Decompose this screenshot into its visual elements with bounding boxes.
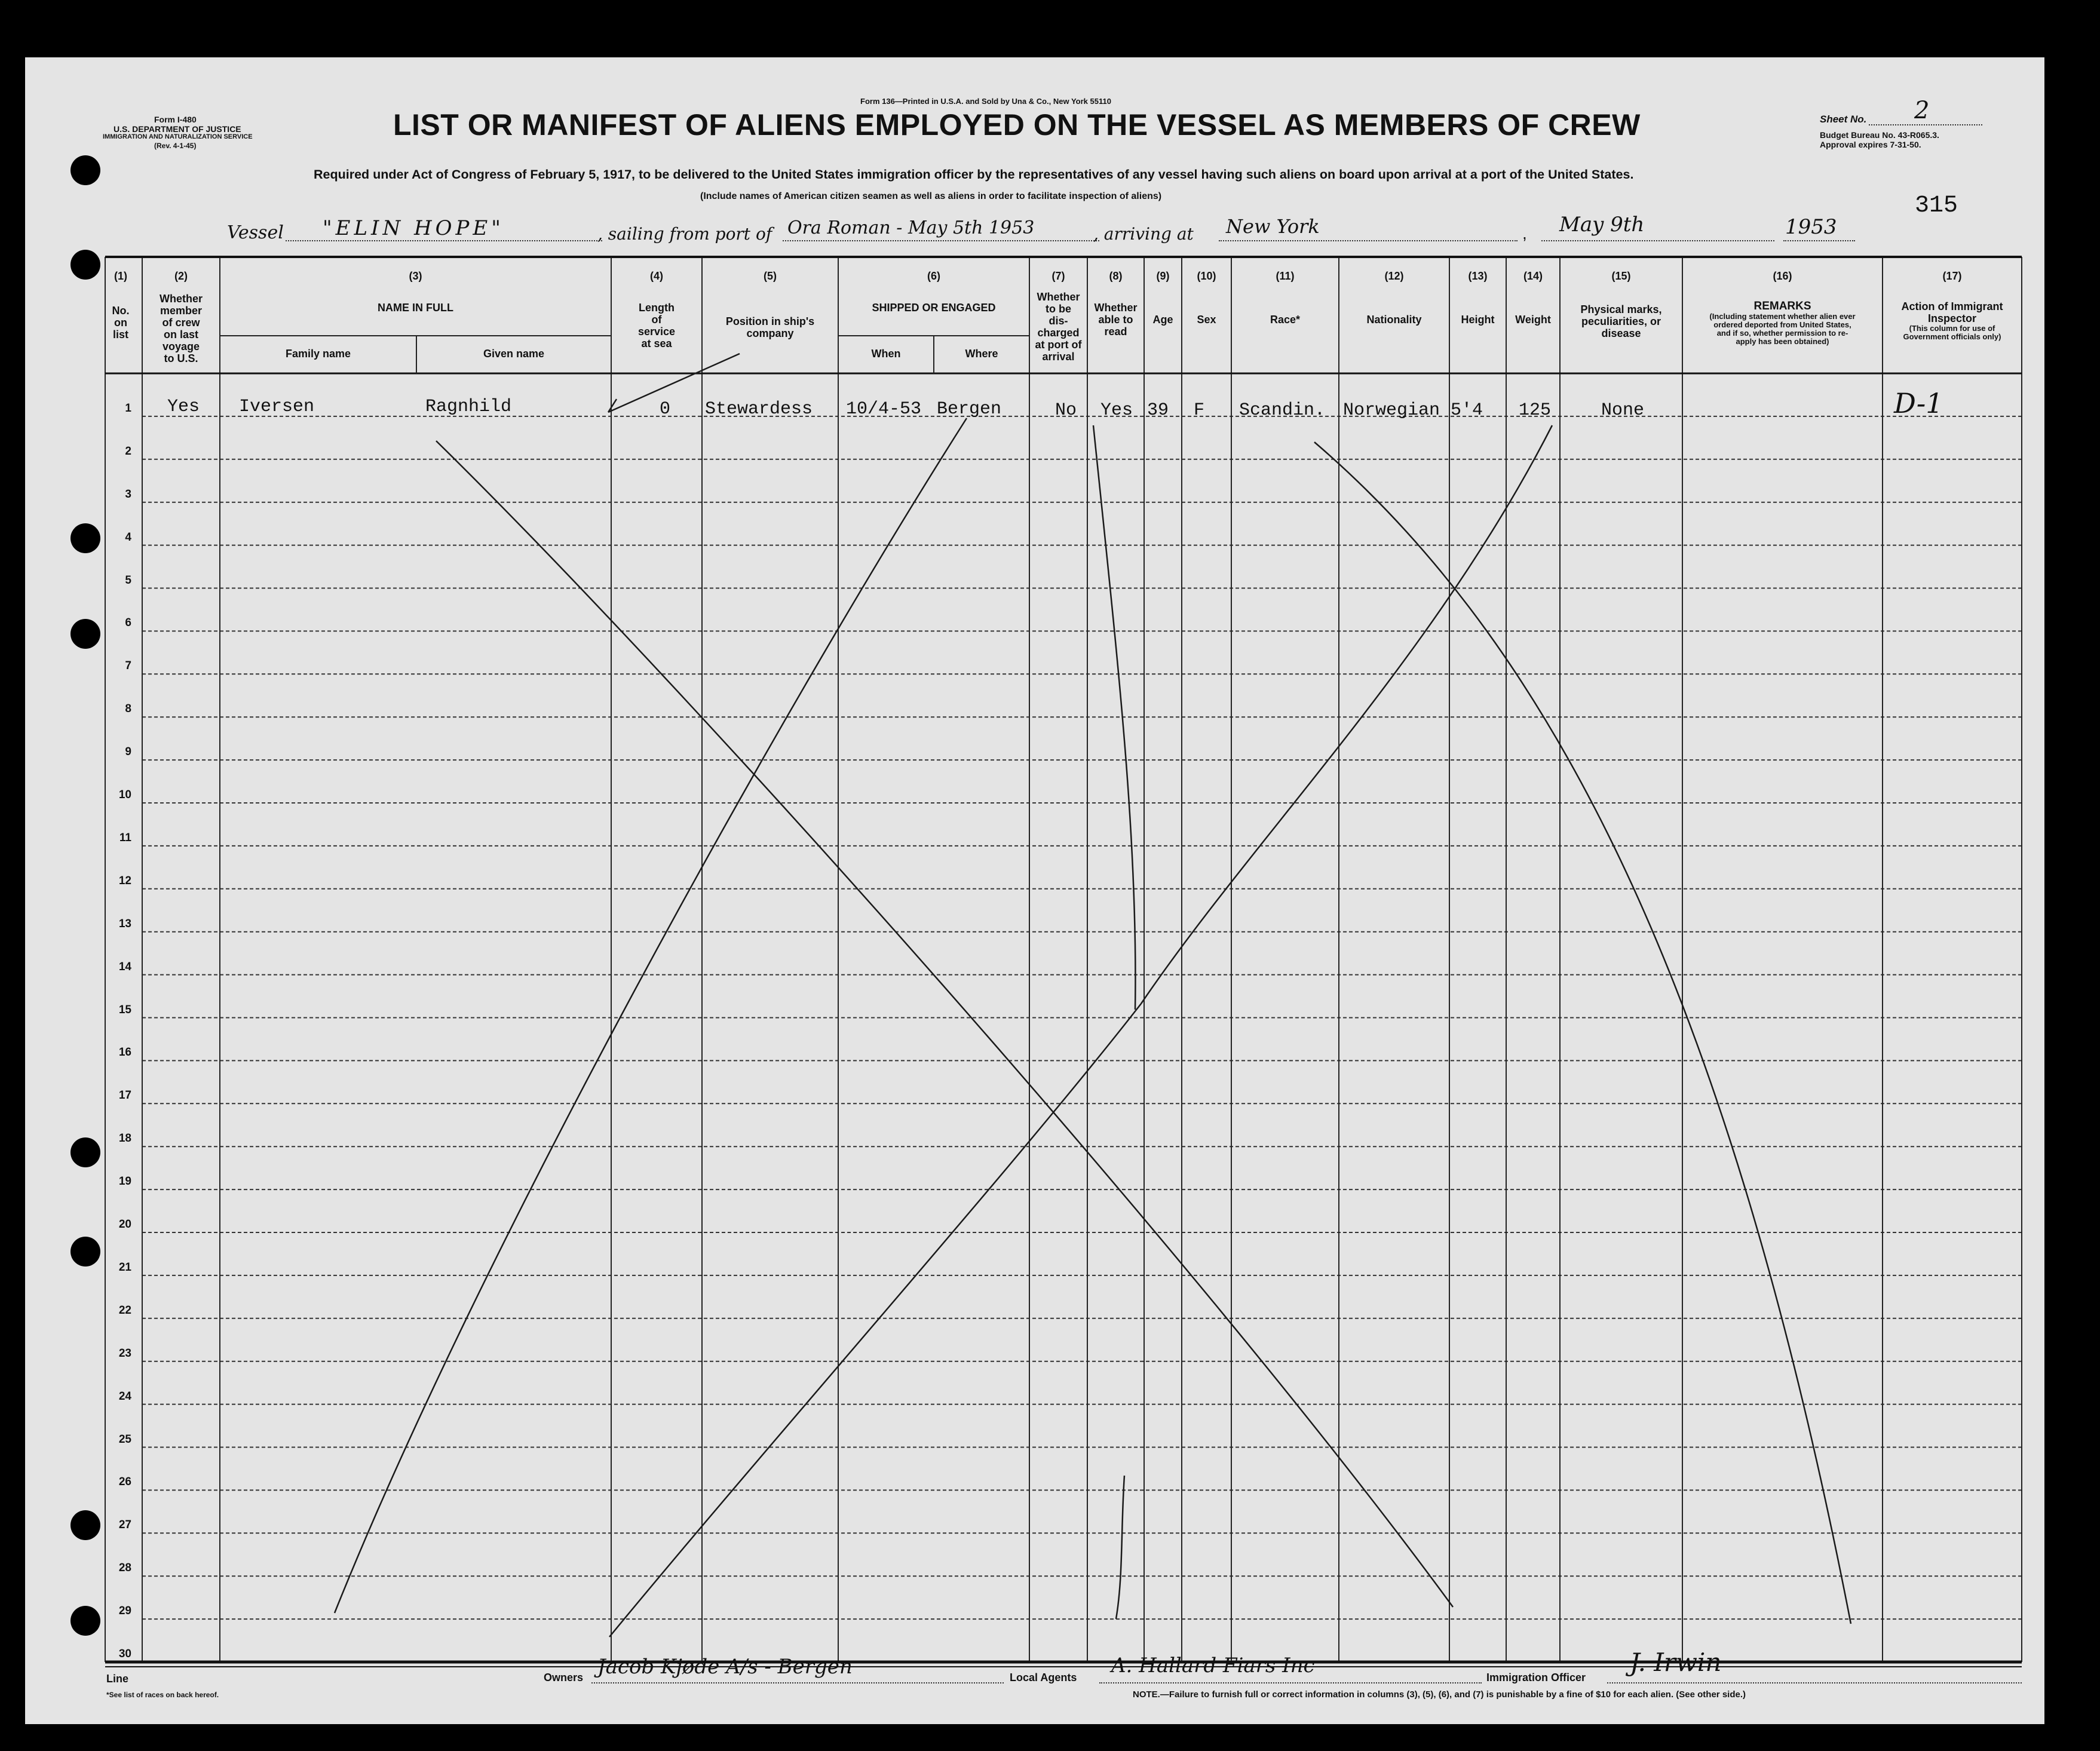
cell-when: 10/4-53 [846, 399, 922, 419]
footer-note: NOTE.—Failure to furnish full or correct information in columns (3), (5), (6), and (7) is punishable by a fine of $10 for each alien. (See other side.) [1133, 1689, 1746, 1700]
col-header-given-name: Given name [483, 348, 545, 360]
col-header-family-name: Family name [285, 348, 351, 360]
approval-line: Approval expires 7-31-50. [1820, 140, 1921, 149]
owners-line [591, 1682, 1004, 1683]
cell-discharged: No [1055, 400, 1077, 421]
form-id: Form I-480 [154, 115, 197, 124]
sheet-number: 2 [1914, 97, 1930, 124]
row-number: 30 [118, 1648, 131, 1660]
cell-position: Stewardess [705, 399, 813, 419]
col-header-nationality: Nationality [1366, 314, 1422, 326]
col-header-remarks: REMARKS (Including statement whether alien ever ordered deported from United States, and if so, whether permission to re- apply has been obtained) [1709, 300, 1856, 346]
row-number: 13 [118, 917, 131, 930]
col-header-where: Where [965, 348, 998, 360]
agents-label: Local Agents [1010, 1672, 1077, 1683]
col-header-name: NAME IN FULL [378, 302, 453, 314]
row-number: 4 [125, 530, 131, 544]
arriving-port: New York [1226, 215, 1320, 238]
col-header-race: Race* [1270, 314, 1301, 326]
row-number: 11 [119, 831, 131, 844]
row-number: 24 [118, 1390, 131, 1403]
cell-age: 39 [1147, 400, 1169, 421]
row-number: 28 [118, 1562, 131, 1575]
col-header-service: Length of service at sea [637, 302, 676, 349]
col-header-age: Age [1152, 314, 1173, 326]
row-number: 9 [125, 746, 131, 759]
col-num-8: (8) [1109, 270, 1123, 282]
cell-service: 0 [660, 399, 671, 419]
row-number: 20 [118, 1218, 131, 1231]
col-num-15: (15) [1611, 270, 1631, 282]
col-header-list-no: No. on list [112, 305, 130, 341]
officer-label: Immigration Officer [1486, 1672, 1586, 1683]
cell-given-name: Ragnhild [425, 397, 512, 417]
sailing-label: , sailing from port of [597, 224, 772, 244]
vessel-label: Vessel [227, 222, 284, 243]
row-number: 14 [118, 960, 131, 973]
row-number: 17 [118, 1089, 131, 1102]
comma: , [1522, 224, 1527, 243]
col-num-4: (4) [650, 270, 663, 282]
arrival-date: May 9th [1559, 213, 1645, 237]
arriving-label: , arriving at [1093, 224, 1194, 244]
footer-line-label: Line [106, 1673, 129, 1685]
row-number: 15 [118, 1003, 131, 1016]
col-num-2: (2) [174, 270, 188, 282]
cell-where: Bergen [937, 399, 1002, 419]
row-number: 19 [118, 1175, 131, 1188]
col-num-7: (7) [1051, 270, 1065, 282]
cell-read: Yes [1100, 400, 1133, 421]
row-number: 27 [118, 1519, 131, 1532]
col-num-17: (17) [1942, 270, 1962, 282]
race-note: *See list of races on back hereof. [106, 1691, 219, 1699]
include-note: (Include names of American citizen seamen as well as aliens in order to facilitate inspection of aliens) [700, 191, 1162, 201]
row-number: 8 [125, 703, 131, 716]
col-num-13: (13) [1468, 270, 1488, 282]
officer-line [1607, 1682, 2022, 1683]
cell-family-name: Iversen [239, 397, 315, 417]
vessel-name: "ELIN HOPE" [323, 216, 504, 240]
row-number: 1 [125, 401, 131, 415]
cell-action: D-1 [1894, 387, 1943, 419]
department: U.S. DEPARTMENT OF JUSTICE [114, 124, 241, 134]
col-header-shipped: SHIPPED OR ENGAGED [872, 302, 996, 314]
col-num-11: (11) [1276, 270, 1295, 282]
agents-value: A. Hallard Fiars Inc [1111, 1654, 1315, 1678]
row-number: 7 [125, 660, 131, 673]
col-header-when: When [871, 348, 901, 360]
col-num-10: (10) [1197, 270, 1216, 282]
row-number: 18 [118, 1132, 131, 1145]
cell-nationality: Norwegian [1343, 400, 1440, 421]
revision: (Rev. 4-1-45) [154, 142, 197, 150]
row-number: 6 [125, 617, 131, 630]
row-number: 23 [118, 1347, 131, 1360]
stamp-number: 315 [1915, 192, 1958, 219]
service: IMMIGRATION AND NATURALIZATION SERVICE [103, 133, 253, 140]
row-number: 16 [118, 1046, 131, 1059]
col-header-weight: Weight [1515, 314, 1551, 326]
cell-marks: None [1601, 400, 1645, 421]
arrival-year: 1953 [1785, 215, 1837, 239]
col-num-14: (14) [1523, 270, 1543, 282]
row-number: 2 [125, 444, 131, 458]
row-number: 12 [118, 874, 131, 887]
col-num-16: (16) [1773, 270, 1792, 282]
row-number: 10 [118, 789, 131, 801]
row-number: 5 [125, 574, 131, 587]
col-header-sex: Sex [1197, 314, 1216, 326]
col-num-3: (3) [409, 270, 422, 282]
cell-height: 5'4 [1451, 400, 1483, 421]
owners-label: Owners [544, 1672, 584, 1683]
col-header-position: Position in ship's company [725, 315, 815, 339]
printer-line: Form 136—Printed in U.S.A. and Sold by Una & Co., New York 55110 [860, 97, 1111, 106]
row-number: 22 [118, 1304, 131, 1317]
row-number: 21 [118, 1261, 131, 1274]
col-header-action: Action of Immigrant Inspector (This column for use of Government officials only) [1901, 300, 2003, 341]
cell-sex: F [1194, 400, 1205, 421]
sailing-port: Ora Roman - May 5th 1953 [787, 217, 1035, 238]
requirement-text: Required under Act of Congress of February 5, 1917, to be delivered to the United States immigration officer by the representatives of any vessel having such aliens on board upon arrival at a port of the United States. [314, 167, 1634, 182]
owners-value: Jacob Kjøde A/s - Bergen [597, 1655, 853, 1679]
col-num-6: (6) [927, 270, 940, 282]
col-header-height: Height [1461, 314, 1495, 326]
col-header-discharged: Whether to be dis- charged at port of arrival [1035, 291, 1082, 363]
col-num-1: (1) [114, 270, 127, 282]
cell-weight: 125 [1519, 400, 1552, 421]
officer-signature: J. Irwin [1630, 1648, 1722, 1677]
col-header-physical-marks: Physical marks, peculiarities, or disease [1580, 303, 1662, 339]
row-number: 25 [118, 1433, 131, 1446]
cell-race: Scandin. [1239, 400, 1326, 421]
page-title: LIST OR MANIFEST OF ALIENS EMPLOYED ON THE VESSEL AS MEMBERS OF CREW [393, 108, 1641, 142]
row-number: 29 [118, 1605, 131, 1618]
cell-prev-voyage: Yes [167, 397, 200, 417]
col-header-read: Whether able to read [1094, 302, 1138, 338]
agents-line [1099, 1682, 1482, 1683]
col-header-prev-voyage: Whether member of crew on last voyage to U.S. [160, 293, 203, 364]
col-num-9: (9) [1156, 270, 1170, 282]
col-num-12: (12) [1384, 270, 1404, 282]
sheet-label: Sheet No. [1820, 114, 1867, 125]
row-number: 26 [118, 1476, 131, 1489]
row-number: 3 [125, 487, 131, 501]
col-num-5: (5) [764, 270, 777, 282]
budget-line: Budget Bureau No. 43-R065.3. [1820, 130, 1939, 140]
